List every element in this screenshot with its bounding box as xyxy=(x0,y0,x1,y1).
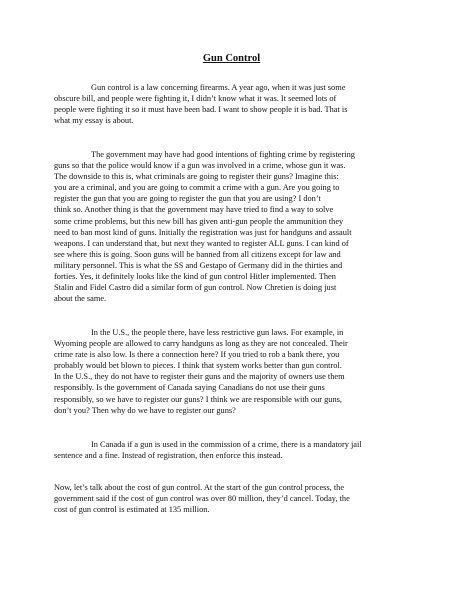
paragraph-line: what my essay is about. xyxy=(54,116,134,126)
paragraph-line: people were fighting it so it must have been bad. I want to show people it is bad. That is xyxy=(54,105,348,115)
paragraph-us-laws xyxy=(54,327,424,416)
paragraph-government xyxy=(54,149,424,304)
paragraph-line: forties. Yes, it definitely looks like the kind of gun control Hitler implemented. Then xyxy=(54,272,336,282)
paragraph-line: In the U.S., they do not have to register their guns and the majority of owners use them xyxy=(54,372,345,382)
document-title: Gun Control xyxy=(202,53,261,64)
paragraph-line: Wyoming people are allowed to carry handguns as long as they are not concealed. Their xyxy=(54,339,348,349)
paragraph-line: responsibly. Is the government of Canada saying Canadians do not use their guns xyxy=(54,383,325,393)
paragraph-line: Stalin and Fidel Castro did a similar form of gun control. Now Chretien is doing just xyxy=(54,283,337,293)
paragraph-line: Now, let’s talk about the cost of gun control. At the start of the gun control process, the xyxy=(54,483,345,492)
paragraph-cost xyxy=(54,482,424,515)
paragraph-line: register the gun that you are going to register the gun that you are using? I don’t xyxy=(54,194,321,204)
paragraph-line: need to ban most kind of guns. Initially the registration was just for handguns and assault xyxy=(54,227,352,237)
paragraph-line: responsibly, so we have to register our guns? I think we are responsible with our guns, xyxy=(54,394,342,404)
paragraph-line: military personnel. This is what the SS and Gestapo of Germany did in the thirties and xyxy=(54,260,343,270)
paragraph-canada xyxy=(54,439,424,461)
paragraph-line: The downside to this is, what criminals are going to register their guns? Imagine this: xyxy=(54,172,339,182)
paragraph-line: crime rate is also low. Is there a connection here? If you tried to rob a bank there, you xyxy=(54,350,340,360)
paragraph-line: you are a criminal, and you are going to commit a crime with a gun. Are you going to xyxy=(54,183,340,193)
paragraph-line: some crime problems, but this new bill has given anti-gun people the ammunition they xyxy=(54,216,344,226)
paragraph-line: see where this is going. Soon guns will be banned from all citizens except for law and xyxy=(54,249,341,259)
paragraph-line: The government may have had good intentions of fighting crime by registering xyxy=(91,150,355,159)
paragraph-line: obscure bill, and people were fighting it, I didn’t know what it was. It seemed lots of xyxy=(54,94,337,104)
paragraph-line: In Canada if a gun is used in the commission of a crime, there is a mandatory jail xyxy=(91,440,362,449)
paragraph-line: about the same. xyxy=(54,294,107,304)
paragraph-intro xyxy=(54,82,424,126)
paragraph-line: probably would bet blown to pieces. I think that system works better than gun control. xyxy=(54,361,342,371)
paragraph-line: cost of gun control is estimated at 135 million. xyxy=(54,505,210,515)
paragraph-line: think so. Another thing is that the government may have tried to find a way to solve xyxy=(54,205,334,215)
paragraph-line: government said if the cost of gun control was over 80 million, they’d cancel. Today, the xyxy=(54,494,350,504)
paragraph-line: In the U.S., the people there, have less restrictive gun laws. For example, in xyxy=(91,328,344,337)
paragraph-line: Gun control is a law concerning firearms. A year ago, when it was just some xyxy=(91,83,346,92)
paragraph-line: sentence and a fine. Instead of registration, then enforce this instead. xyxy=(54,451,283,461)
paragraph-line: weapons. I can understand that, but next they wanted to register ALL guns. I can kind of xyxy=(54,238,349,248)
paragraph-line: don’t you? Then why do we have to register our guns? xyxy=(54,405,236,415)
paragraph-line: guns so that the police would know if a gun was involved in a crime, whose gun it was. xyxy=(54,161,346,171)
